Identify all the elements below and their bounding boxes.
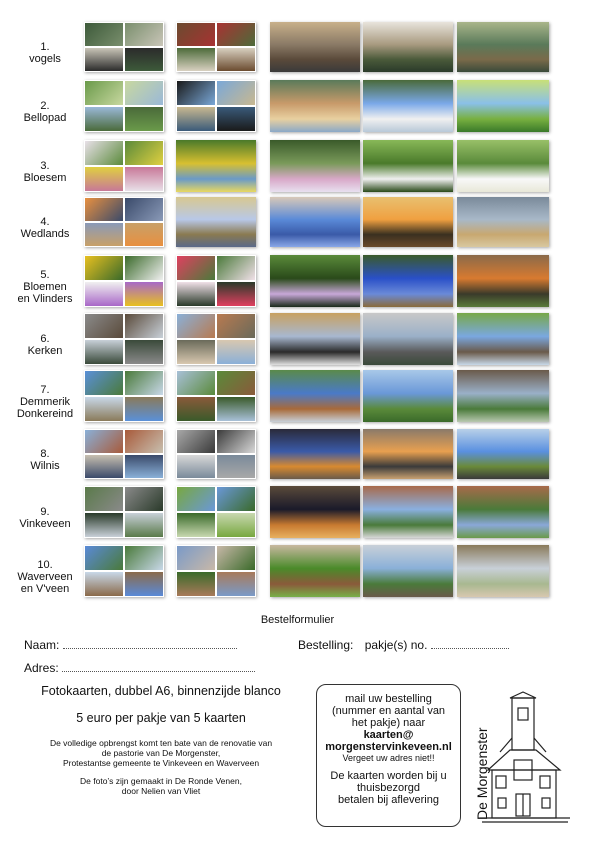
- photo-tile: [85, 513, 123, 537]
- photo-tile: [217, 314, 255, 338]
- category-number: 3.: [40, 160, 50, 172]
- category-row: [0, 140, 595, 192]
- card-photo[interactable]: [363, 197, 453, 247]
- photo-tile: [217, 455, 255, 478]
- photo-tile: [85, 397, 123, 421]
- name-label: Naam:: [24, 638, 60, 652]
- category-label: [10, 448, 80, 472]
- order-input-line[interactable]: [431, 648, 509, 649]
- card-photo[interactable]: [270, 545, 360, 597]
- card-photo[interactable]: [363, 140, 453, 192]
- delivery-info: De kaarten worden bij u thuisbezorgd betalen bij aflevering: [330, 770, 447, 806]
- card-photo[interactable]: [176, 197, 256, 247]
- category-number: 9.: [40, 506, 50, 518]
- logo-text: De Morgenster: [474, 727, 490, 820]
- category-label: [10, 100, 80, 124]
- category-row: [0, 545, 595, 597]
- category-number: 4.: [40, 216, 50, 228]
- photo-tile: [85, 282, 123, 306]
- card-photo[interactable]: [270, 140, 360, 192]
- photo-tile: [85, 430, 123, 453]
- photo-tile: [177, 81, 215, 105]
- category-number: 8.: [40, 448, 50, 460]
- photo-tile: [125, 223, 163, 246]
- photo-tile: [125, 430, 163, 453]
- category-label: [10, 506, 80, 530]
- category-name: Demmerik: [19, 396, 71, 408]
- photo-tile: [217, 397, 255, 421]
- category-name: Kerken: [27, 345, 63, 357]
- photo-tile: [177, 487, 215, 511]
- card-photo[interactable]: [84, 22, 164, 72]
- mail-instructions: mail uw bestelling (nummer en aantal van het pakje) naar: [331, 693, 446, 729]
- photo-tile: [85, 371, 123, 395]
- photo-tile: [85, 23, 123, 46]
- photo-tile: [177, 397, 215, 421]
- photo-tile: [217, 256, 255, 280]
- category-row: [0, 370, 595, 422]
- category-name: Donkereind: [16, 408, 74, 420]
- card-photo[interactable]: [270, 313, 360, 365]
- category-row: [0, 429, 595, 479]
- photo-credits: De foto’s zijn gemaakt in De Ronde Venen, door Nelien van Vliet: [80, 776, 242, 796]
- card-photo[interactable]: [363, 22, 453, 72]
- category-name: en Vlinders: [17, 293, 73, 305]
- card-photo[interactable]: [270, 429, 360, 479]
- card-photo[interactable]: [457, 22, 549, 72]
- photo-tile: [85, 256, 123, 280]
- photo-tile: [125, 81, 163, 105]
- photo-tile: [217, 546, 255, 570]
- card-photo[interactable]: [457, 140, 549, 192]
- card-photo[interactable]: [363, 80, 453, 132]
- card-photo[interactable]: [176, 486, 256, 538]
- email-address[interactable]: kaarten@ morgenstervinkeveen.nl: [325, 729, 452, 753]
- card-photo[interactable]: [270, 197, 360, 247]
- address-label: Adres:: [24, 661, 59, 675]
- card-photo[interactable]: [176, 140, 256, 192]
- card-photo[interactable]: [363, 313, 453, 365]
- photo-tile: [177, 314, 215, 338]
- category-name: Bloesem: [23, 172, 67, 184]
- photo-tile: [217, 282, 255, 306]
- photo-tile: [177, 340, 215, 364]
- photo-tile: [125, 48, 163, 71]
- category-name: Bellopad: [23, 112, 67, 124]
- order-form-title: Bestelformulier: [260, 614, 335, 626]
- address-field[interactable]: [24, 661, 255, 675]
- category-name: Bloemen: [23, 281, 67, 293]
- photo-tile: [125, 572, 163, 596]
- card-photo[interactable]: [84, 140, 164, 192]
- photo-tile: [85, 81, 123, 105]
- category-number: 10.: [37, 559, 53, 571]
- product-description: Fotokaarten, dubbel A6, binnenzijde blanco: [41, 684, 281, 698]
- photo-tile: [125, 23, 163, 46]
- photo-tile: [125, 314, 163, 338]
- card-photo[interactable]: [270, 486, 360, 538]
- card-photo[interactable]: [363, 486, 453, 538]
- card-photo[interactable]: [176, 313, 256, 365]
- category-label: [10, 160, 80, 184]
- card-photo[interactable]: [84, 545, 164, 597]
- card-photo[interactable]: [176, 255, 256, 307]
- photo-tile: [85, 340, 123, 364]
- category-label: [10, 216, 80, 240]
- card-photo[interactable]: [176, 22, 256, 72]
- photo-tile: [177, 513, 215, 537]
- photo-tile: [125, 455, 163, 478]
- photo-tile: [125, 198, 163, 221]
- photo-tile: [125, 282, 163, 306]
- card-photo[interactable]: [84, 197, 164, 247]
- card-photo[interactable]: [176, 370, 256, 422]
- photo-tile: [177, 282, 215, 306]
- photo-tile: [85, 107, 123, 131]
- photo-tile: [177, 371, 215, 395]
- card-photo[interactable]: [457, 486, 549, 538]
- card-photo[interactable]: [457, 545, 549, 597]
- category-row: [0, 197, 595, 247]
- category-row: [0, 313, 595, 365]
- photo-tile: [125, 107, 163, 131]
- category-row: [0, 80, 595, 132]
- card-photo[interactable]: [363, 370, 453, 422]
- category-number: 6.: [40, 333, 50, 345]
- category-row: [0, 22, 595, 72]
- photo-tile: [85, 572, 123, 596]
- photo-tile: [125, 167, 163, 191]
- photo-tile: [85, 455, 123, 478]
- card-photo[interactable]: [363, 545, 453, 597]
- category-name: Wedlands: [20, 228, 70, 240]
- photo-tile: [177, 546, 215, 570]
- category-number: 5.: [40, 269, 50, 281]
- card-photo[interactable]: [270, 255, 360, 307]
- card-photo[interactable]: [84, 80, 164, 132]
- photo-tile: [217, 48, 255, 71]
- church-icon: [470, 690, 585, 830]
- card-photo[interactable]: [84, 370, 164, 422]
- photo-tile: [177, 430, 215, 453]
- photo-tile: [217, 23, 255, 46]
- photo-tile: [85, 141, 123, 165]
- category-number: 7.: [40, 384, 50, 396]
- category-name: Waverveen: [17, 571, 73, 583]
- photo-tile: [217, 107, 255, 131]
- category-label: [10, 41, 80, 65]
- photo-tile: [177, 256, 215, 280]
- card-photo[interactable]: [363, 255, 453, 307]
- photo-tile: [125, 546, 163, 570]
- proceeds-note: De volledige opbrengst komt ten bate van de renovatie van de pastorie van De Morgenster, Protestantse gemeente te Vinkeveen en Waverveen: [49, 738, 273, 768]
- card-photo[interactable]: [457, 197, 549, 247]
- mail-instructions-box: [316, 684, 461, 827]
- photo-tile: [217, 340, 255, 364]
- order-label: Bestelling:: [298, 638, 354, 652]
- photo-tile: [85, 198, 123, 221]
- card-photo[interactable]: [84, 486, 164, 538]
- card-photo[interactable]: [457, 80, 549, 132]
- name-field[interactable]: [24, 638, 237, 652]
- category-name: Wilnis: [30, 460, 60, 472]
- photo-tile: [125, 513, 163, 537]
- photo-tile: [125, 256, 163, 280]
- card-photo[interactable]: [270, 80, 360, 132]
- morgenster-logo: [470, 690, 585, 830]
- card-photo[interactable]: [270, 22, 360, 72]
- card-photo[interactable]: [457, 255, 549, 307]
- category-row: [0, 255, 595, 307]
- card-photo[interactable]: [84, 255, 164, 307]
- photo-tile: [85, 546, 123, 570]
- photo-tile: [217, 81, 255, 105]
- photo-tile: [85, 167, 123, 191]
- photo-tile: [85, 223, 123, 246]
- category-label: [10, 384, 80, 420]
- photo-tile: [125, 340, 163, 364]
- address-reminder: Vergeet uw adres niet!!: [342, 753, 435, 763]
- photo-tile: [85, 314, 123, 338]
- photo-tile: [125, 487, 163, 511]
- category-label: [10, 269, 80, 305]
- address-input-line[interactable]: [62, 671, 255, 672]
- order-unit: pakje(s) no.: [364, 638, 428, 652]
- card-photo[interactable]: [270, 370, 360, 422]
- card-photo[interactable]: [457, 313, 549, 365]
- order-field[interactable]: [298, 638, 509, 652]
- category-row: [0, 486, 595, 538]
- card-photo[interactable]: [176, 429, 256, 479]
- photo-tile: [217, 487, 255, 511]
- photo-tile: [217, 513, 255, 537]
- card-photo[interactable]: [84, 313, 164, 365]
- photo-tile: [177, 572, 215, 596]
- category-name: Vinkeveen: [19, 518, 71, 530]
- photo-tile: [177, 455, 215, 478]
- photo-tile: [125, 141, 163, 165]
- category-number: 1.: [40, 41, 50, 53]
- card-photo[interactable]: [457, 370, 549, 422]
- card-photo[interactable]: [84, 429, 164, 479]
- photo-tile: [217, 371, 255, 395]
- photo-tile: [125, 397, 163, 421]
- card-photo[interactable]: [176, 545, 256, 597]
- price-info: 5 euro per pakje van 5 kaarten: [76, 711, 246, 725]
- photo-tile: [177, 23, 215, 46]
- photo-tile: [217, 572, 255, 596]
- category-label: [10, 333, 80, 357]
- category-name: vogels: [29, 53, 61, 65]
- category-name: en V'veen: [20, 583, 70, 595]
- photo-tile: [177, 48, 215, 71]
- card-photo[interactable]: [176, 80, 256, 132]
- card-photo[interactable]: [457, 429, 549, 479]
- photo-tile: [217, 430, 255, 453]
- name-input-line[interactable]: [63, 648, 237, 649]
- photo-tile: [125, 371, 163, 395]
- photo-tile: [85, 487, 123, 511]
- category-label: [10, 559, 80, 595]
- category-number: 2.: [40, 100, 50, 112]
- photo-tile: [177, 107, 215, 131]
- card-photo[interactable]: [363, 429, 453, 479]
- photo-tile: [85, 48, 123, 71]
